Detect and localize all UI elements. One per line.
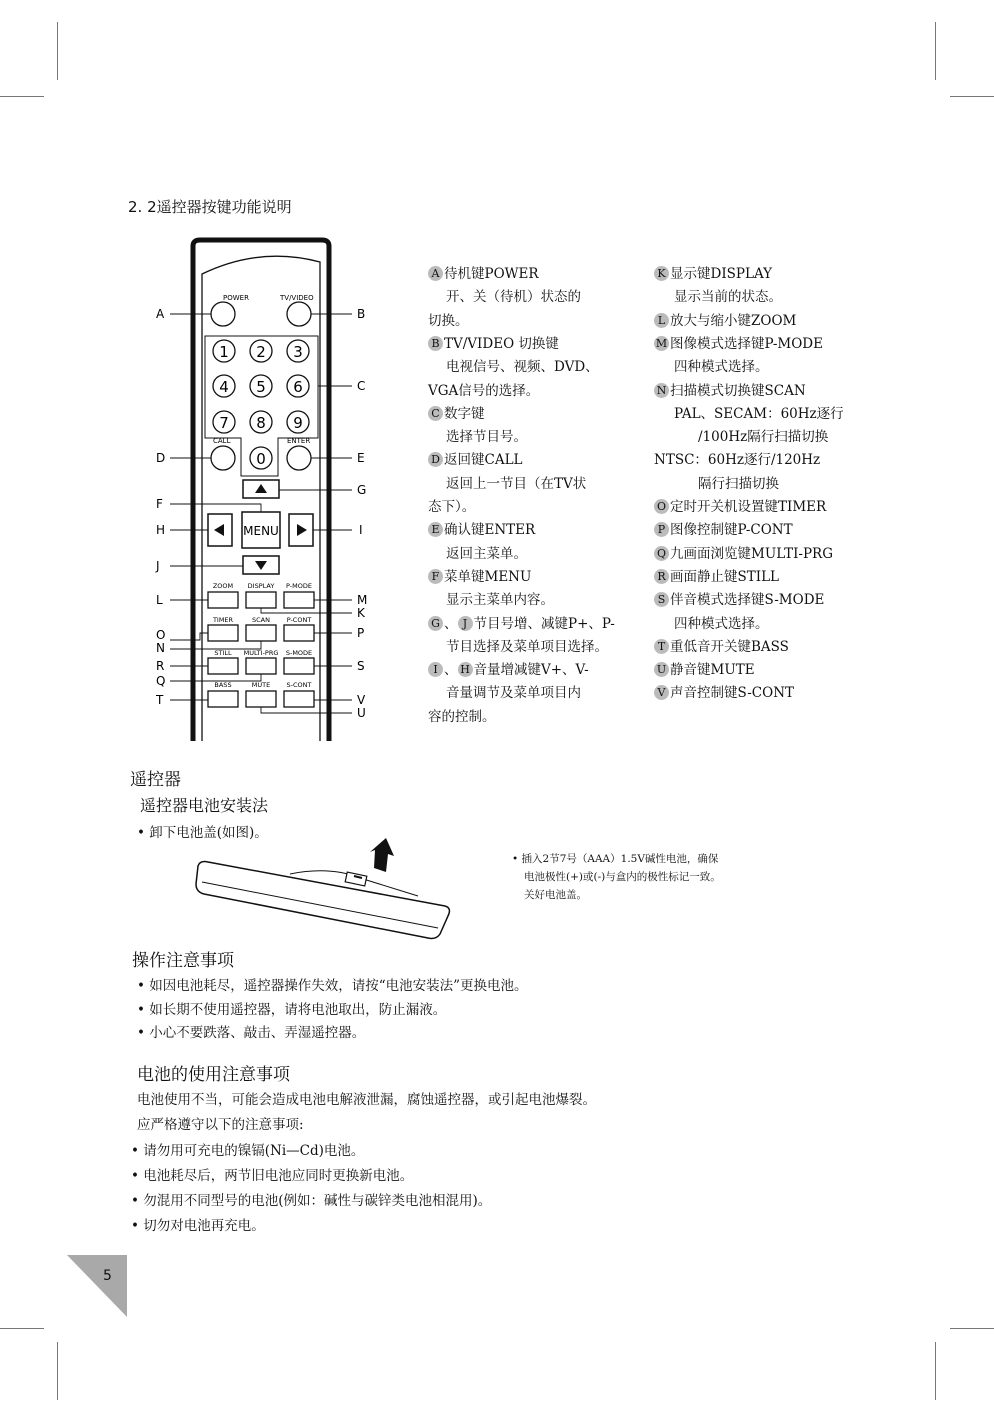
desc-text: 图像模式选择键P-MODE	[670, 335, 823, 352]
remote-diagram	[140, 236, 380, 746]
desc-text: 四种模式选择。	[674, 359, 769, 376]
separator: 、	[444, 662, 458, 679]
desc-text: PAL、SECAM：60Hz逐行	[674, 405, 844, 422]
desc-text: 九画面浏览键MULTI-PRG	[670, 545, 833, 562]
desc-line	[674, 357, 769, 377]
desc-text: 返回主菜单。	[446, 545, 527, 562]
key-letter-badge: U	[654, 662, 669, 677]
desc-text: 节目号增、减键P+、P-	[473, 615, 615, 632]
digit-5: 5	[256, 378, 266, 396]
battery-item: • 请勿用可充电的镍镉(Ni—Cd)电池。	[131, 1143, 365, 1159]
separator: 、	[444, 615, 458, 632]
callout-o: O	[156, 628, 166, 642]
call-label: CALL	[213, 437, 231, 445]
desc-text: 返回上一节目（在TV状	[446, 475, 587, 492]
callout-v: V	[357, 693, 366, 707]
desc-text: NTSC：60Hz逐行/120Hz	[654, 452, 821, 469]
battery-intro: 电池使用不当，可能会造成电池电解液泄漏，腐蚀遥控器，或引起电池爆裂。	[137, 1092, 596, 1108]
step-remove-cover: • 卸下电池盖(如图)。	[137, 825, 268, 841]
battery-note-line-3: 关好电池盖。	[524, 889, 587, 901]
timer-label: TIMER	[212, 616, 234, 624]
desc-line	[428, 497, 475, 517]
desc-line	[428, 614, 615, 634]
desc-text: 音量增减键V+、V-	[473, 662, 589, 679]
crop-mark	[0, 1328, 44, 1329]
bass-label: BASS	[214, 681, 232, 689]
desc-text: 伴音模式选择键S-MODE	[670, 592, 825, 609]
key-letter-badge: D	[428, 452, 443, 467]
callout-i: I	[359, 523, 363, 537]
crop-mark	[950, 96, 994, 97]
callout-s: S	[357, 659, 365, 673]
callout-n: N	[156, 641, 165, 655]
desc-text: 画面静止键STILL	[670, 568, 780, 585]
key-letter-badge: C	[428, 406, 443, 421]
key-letter-badge: T	[654, 639, 669, 654]
desc-text: 容的控制。	[428, 708, 496, 725]
desc-text: 开、关（待机）状态的	[446, 289, 581, 306]
desc-line	[428, 567, 531, 587]
desc-line	[446, 683, 581, 703]
key-letter-badge: A	[428, 266, 443, 281]
desc-text: 态下）。	[428, 499, 476, 515]
callout-p: P	[357, 626, 365, 640]
digit-3: 3	[293, 343, 303, 361]
desc-line	[428, 707, 496, 727]
desc-text: 返回键CALL	[444, 452, 523, 469]
desc-line	[446, 427, 527, 447]
desc-line	[428, 660, 589, 680]
desc-line	[654, 497, 826, 517]
desc-line	[654, 544, 833, 564]
desc-text: /100Hz隔行扫描切换	[698, 429, 829, 446]
desc-line	[654, 683, 794, 703]
desc-text: 扫描模式切换键SCAN	[670, 382, 806, 399]
crop-mark	[950, 1328, 994, 1329]
key-letter-badge: L	[654, 313, 669, 328]
key-letter-badge: Q	[654, 546, 669, 561]
callout-h: H	[156, 523, 166, 537]
desc-text: 声音控制键S-CONT	[670, 685, 795, 702]
key-letter-badge: J	[458, 616, 473, 631]
desc-line	[446, 637, 608, 657]
up-arrow-icon	[370, 838, 394, 872]
desc-text: 定时开关机设置键TIMER	[670, 499, 827, 515]
desc-line	[674, 404, 844, 424]
crop-mark	[935, 22, 936, 80]
smode-label: S-MODE	[285, 649, 313, 657]
desc-line	[428, 450, 523, 470]
multiprg-label: MULTI-PRG	[243, 649, 279, 657]
desc-line	[446, 590, 554, 610]
tvvideo-label: TV/VIDEO	[280, 294, 314, 302]
key-letter-badge: H	[458, 662, 473, 677]
digit-2: 2	[256, 343, 266, 361]
desc-line	[654, 637, 789, 657]
desc-line	[654, 311, 796, 331]
desc-text: 切换。	[428, 312, 469, 329]
crop-mark	[57, 22, 58, 80]
desc-text: 图像控制键P-CONT	[670, 522, 793, 539]
desc-line	[428, 311, 469, 331]
digit-1: 1	[219, 343, 229, 361]
power-button	[211, 302, 235, 326]
page-corner	[67, 1255, 129, 1319]
key-letter-badge: B	[428, 336, 443, 351]
desc-text: VGA信号的选择。	[428, 382, 540, 399]
digit-7: 7	[219, 414, 229, 432]
desc-line	[654, 590, 824, 610]
desc-line	[446, 357, 599, 377]
key-letter-badge: N	[654, 383, 669, 398]
enter-button	[287, 446, 311, 470]
callout-e: E	[357, 451, 365, 465]
battery-item: • 勿混用不同型号的电池(例如：碱性与碳锌类电池相混用)。	[131, 1193, 492, 1209]
tvvideo-button	[287, 302, 311, 326]
key-letter-badge: V	[654, 685, 669, 700]
key-letter-badge: K	[654, 266, 669, 281]
pcont-label: P-CONT	[286, 616, 312, 624]
call-button	[211, 446, 235, 470]
desc-line	[698, 474, 779, 494]
callout-l: L	[156, 593, 163, 607]
digit-0: 0	[256, 450, 266, 468]
callout-c: C	[357, 379, 366, 393]
digit-6: 6	[293, 378, 303, 396]
desc-line	[428, 404, 485, 424]
desc-line	[654, 660, 755, 680]
desc-line	[674, 614, 769, 634]
operation-item: • 如因电池耗尽，遥控器操作失效，请按“电池安装法”更换电池。	[137, 978, 528, 994]
desc-line	[654, 520, 793, 540]
desc-line	[446, 287, 581, 307]
battery-intro: 应严格遵守以下的注意事项:	[137, 1117, 304, 1133]
battery-item: • 切勿对电池再充电。	[131, 1218, 265, 1234]
remote-battery-illustration	[190, 836, 460, 946]
desc-text: 隔行扫描切换	[698, 475, 779, 492]
desc-line	[654, 450, 820, 470]
battery-note-line-1: • 插入2节7号（AAA）1.5V碱性电池，确保	[512, 853, 719, 865]
desc-text: 放大与缩小键ZOOM	[670, 312, 797, 329]
digit-9: 9	[293, 414, 303, 432]
desc-text: 四种模式选择。	[674, 615, 769, 632]
desc-text: 菜单键MENU	[444, 568, 532, 585]
key-letter-badge: E	[428, 522, 443, 537]
enter-label: ENTER	[287, 437, 311, 445]
desc-line	[446, 544, 527, 564]
desc-text: 确认键ENTER	[444, 522, 536, 539]
desc-line	[674, 287, 782, 307]
desc-text: 电视信号、视频、DVD、	[446, 359, 599, 376]
key-letter-badge: I	[428, 662, 443, 677]
key-letter-badge: F	[428, 569, 443, 584]
callout-j: J	[156, 559, 160, 573]
battery-note-line-2: 电池极性(+)或(-)与盒内的极性标记一致。	[524, 871, 721, 883]
desc-text: 重低音开关键BASS	[670, 638, 789, 655]
pmode-label: P-MODE	[286, 582, 312, 590]
scont-label: S-CONT	[286, 681, 312, 689]
key-letter-badge: M	[655, 336, 668, 350]
callout-g: G	[357, 483, 367, 497]
key-letter-badge: S	[654, 592, 669, 607]
desc-text: 静音键MUTE	[670, 662, 755, 679]
page-number: 5	[103, 1268, 112, 1284]
desc-line	[428, 334, 559, 354]
scan-label: SCAN	[252, 616, 270, 624]
mute-label: MUTE	[251, 681, 271, 689]
callout-d: D	[156, 451, 166, 465]
desc-line	[654, 567, 779, 587]
battery-heading: 电池的使用注意事项	[137, 1065, 290, 1085]
battery-item: • 电池耗尽后，两节旧电池应同时更换新电池。	[131, 1168, 414, 1184]
callout-m: M	[357, 593, 368, 607]
desc-line	[698, 427, 828, 447]
desc-line	[428, 381, 539, 401]
desc-line	[428, 520, 535, 540]
callout-a: A	[156, 307, 165, 321]
crop-mark	[0, 96, 44, 97]
desc-text: 显示键DISPLAY	[670, 266, 773, 282]
key-letter-badge: O	[654, 499, 669, 514]
digit-8: 8	[256, 414, 266, 432]
operation-heading: 操作注意事项	[132, 951, 234, 971]
desc-text: 待机键POWER	[444, 266, 539, 282]
zoom-label: ZOOM	[212, 582, 234, 590]
callout-k: K	[357, 606, 365, 620]
digit-4: 4	[219, 378, 229, 396]
desc-text: 显示主菜单内容。	[446, 592, 554, 609]
desc-line	[446, 474, 586, 494]
desc-line	[654, 264, 772, 284]
desc-text: 节目选择及菜单项目选择。	[446, 638, 608, 655]
crop-mark	[935, 1342, 936, 1400]
desc-text: 数字键	[444, 405, 485, 422]
menu-label: MENU	[243, 524, 279, 538]
key-letter-badge: G	[428, 616, 443, 631]
desc-line	[654, 334, 823, 354]
operation-item: • 如长期不使用遥控器，请将电池取出，防止漏液。	[137, 1002, 447, 1018]
display-label: DISPLAY	[247, 582, 275, 590]
desc-text: 显示当前的状态。	[674, 289, 782, 306]
callout-q: Q	[156, 674, 166, 688]
callout-u: U	[357, 706, 366, 720]
power-label: POWER	[223, 294, 249, 302]
desc-text: 选择节目号。	[446, 429, 527, 446]
section-title: 2. 2遥控器按键功能说明	[128, 198, 292, 216]
crop-mark	[57, 1342, 58, 1400]
still-label: STILL	[214, 649, 232, 657]
operation-item: • 小心不要跌落、敲击、弄湿遥控器。	[137, 1025, 366, 1041]
key-letter-badge: R	[654, 569, 669, 584]
callout-f: F	[156, 497, 163, 511]
desc-text: TV/VIDEO 切换键	[444, 335, 559, 352]
desc-text: 音量调节及菜单项目内	[446, 685, 581, 702]
callout-t: T	[156, 693, 164, 707]
desc-line	[654, 381, 806, 401]
callout-r: R	[156, 659, 165, 673]
remote-heading: 遥控器	[130, 770, 181, 790]
callout-b: B	[357, 307, 366, 321]
key-letter-badge: P	[654, 522, 669, 537]
battery-install-heading: 遥控器电池安装法	[140, 796, 269, 815]
desc-line	[428, 264, 539, 284]
